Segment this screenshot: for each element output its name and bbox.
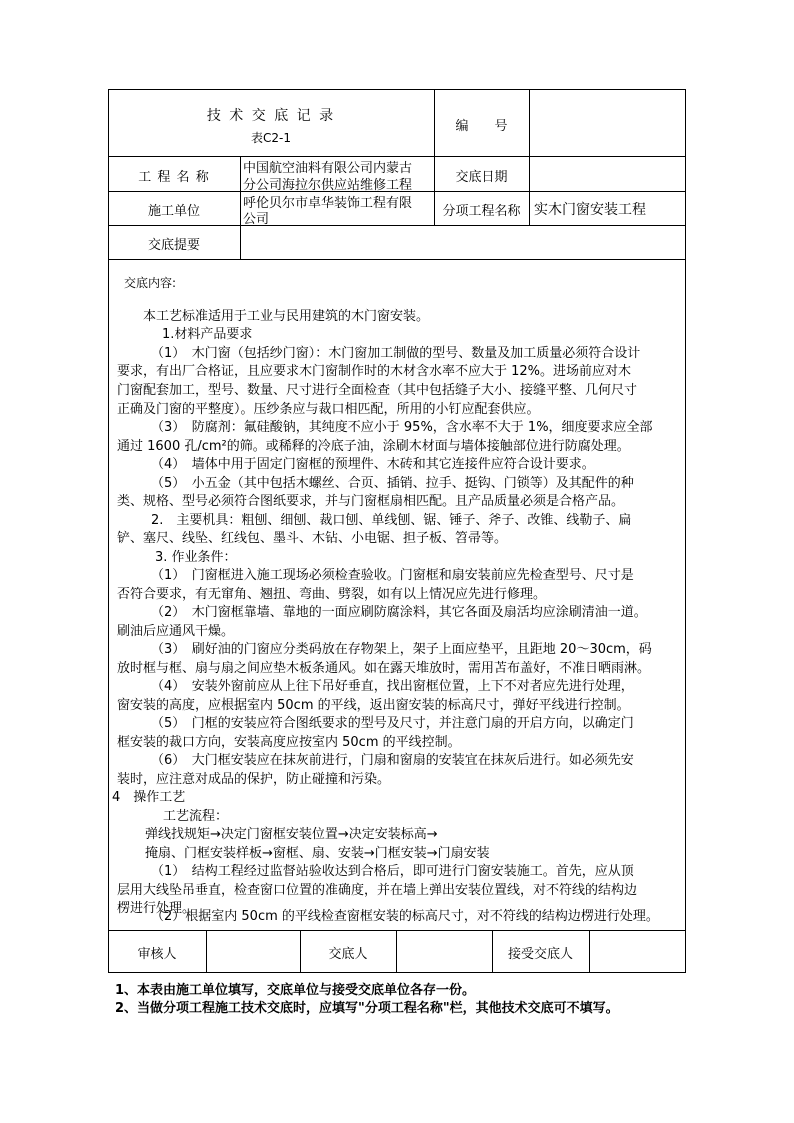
table-border-left (108, 89, 109, 973)
content-line: 要求，有出厂合格证，且应要求木门窗制作时的木材含水率不应大于 12%。进场前应对木 (117, 364, 632, 379)
receiver-label: 接受交底人 (507, 947, 573, 962)
content-line: 本工艺标准适用于工业与民用建筑的木门窗安装。 (143, 309, 430, 324)
note-1: 1、本表由施工单位填写，交底单位与接受交底单位各存一份。 (115, 983, 476, 998)
summary-label: 交底提要 (147, 238, 200, 253)
content-line: （1） 木门窗（包括纱门窗）：木门窗加工制做的型号、数量及加工质量必须符合设计 (151, 346, 641, 361)
content-line: 正确及门窗的平整度）。压纱条应与裁口相匹配，所用的小钉应配套供应。 (117, 402, 540, 417)
reviewer-label: 审核人 (137, 947, 177, 962)
content-line: 弹线找规矩→决定门窗框安装位置→决定安装标高→ (145, 827, 438, 842)
content-line: 1.材料产品要求 (162, 327, 253, 342)
discloser-label: 交底人 (328, 947, 368, 962)
content-line: （2） 木门窗框靠墙、靠地的一面应刷防腐涂料，其它各面及扇活均应涂刷清油一道。 (151, 605, 647, 620)
content-line: （2）根据室内 50cm 的平线检查窗框安装的标高尺寸，对不符线的结构边楞进行处理。 (151, 909, 659, 924)
subproject-label: 分项工程名称 (442, 204, 521, 219)
content-line: （4） 安装外窗前应从上往下吊好垂直，找出窗框位置，上下不对者应先进行处理， (151, 679, 634, 694)
content-line: （3） 防腐剂：氟硅酸钠，其纯度不应小于 95%，含水率不大于 1%，细度要求应全部 (151, 420, 653, 435)
content-line: （5） 小五金（其中包括木螺丝、合页、插销、拉手、挺钩、门锁等）及其配件的种 (151, 476, 634, 491)
project-name-value-line2: 分公司海拉尔供应站维修工程 (243, 178, 413, 193)
content-line: （3） 刷好油的门窗应分类码放在存物架上，架子上面应垫平，且距地 20～30cm，码 (151, 642, 652, 657)
form-title: 技 术 交 底 记 录 (206, 108, 336, 124)
content-line: 框安装的裁口方向，安装高度应按室内 50cm 的平线控制。 (117, 735, 461, 750)
content-line: 4 操作工艺 (112, 790, 186, 805)
row-divider (108, 259, 686, 260)
col-divider (529, 89, 530, 226)
content-line: 掩扇、门框安装样板→窗框、扇、安装→门框安装→门扇安装 (145, 846, 490, 861)
col-divider (206, 930, 207, 973)
note-2: 2、当做分项工程施工技术交底时，应填写"分项工程名称"栏，其他技术交底可不填写。 (115, 1001, 619, 1016)
content-line: 工艺流程： (163, 809, 229, 824)
content-line: 放时框与框、扇与扇之间应垫木板条通风。如在露天堆放时，需用苫布盖好，不准日晒雨淋。 (117, 661, 651, 676)
content-line: 窗安装的高度，应根据室内 50cm 的平线，返出窗安装的标高尺寸，弹好平线进行控制。 (117, 698, 630, 713)
content-line: （1） 结构工程经过监督站验收达到合格后，即可进行门窗安装施工。首先，应从顶 (151, 864, 634, 879)
content-line: 装时，应注意对成品的保护，防止碰撞和污染。 (117, 772, 391, 787)
content-line: 通过 1600 孔/cm²的筛。或稀释的冷底子油，涂刷木材面与墙体接触部位进行防腐处理。 (117, 439, 630, 454)
row-divider (108, 225, 686, 226)
content-line: 层用大线坠吊垂直，检查窗口位置的准确度，并在墙上弹出安装位置线，对不符线的结构边 (117, 883, 638, 898)
content-heading: 交底内容: (124, 276, 177, 290)
date-label: 交底日期 (455, 170, 508, 185)
project-name-label: 工 程 名 称 (138, 170, 210, 185)
content-line: （1） 门窗框进入施工现场必须检查验收。门窗框和扇安装前应先检查型号、尺寸是 (151, 568, 634, 583)
subproject-value: 实木门窗安装工程 (534, 202, 646, 218)
project-name-value-line1: 中国航空油料有限公司内蒙古 (243, 161, 413, 176)
content-line: 3. 作业条件： (155, 550, 237, 565)
content-line: 否符合要求，有无窜角、翘扭、弯曲、劈裂，如有以上情况应先进行修理。 (117, 587, 547, 602)
content-line: 刷油后应通风干燥。 (117, 624, 235, 639)
row-divider (108, 930, 686, 931)
col-divider (240, 156, 241, 260)
unit-label: 施工单位 (147, 204, 200, 219)
content-line: 楞进行处理。 (117, 901, 196, 916)
number-label: 编 号 (455, 119, 508, 134)
content-line: （4） 墙体中用于固定门窗框的预埋件、木砖和其它连接件应符合设计要求。 (151, 457, 595, 472)
table-border-bottom (108, 972, 686, 973)
unit-value-line1: 呼伦贝尔市卓华装饰工程有限 (243, 196, 413, 211)
col-divider (396, 930, 397, 973)
col-divider (589, 930, 590, 973)
content-line: 2. 主要机具：粗刨、细刨、裁口刨、单线刨、锯、锤子、斧子、改锥、线勒子、扁 (151, 513, 632, 528)
content-line: 铲、塞尺、线坠、红线包、墨斗、木钻、小电锯、担子板、笤帚等。 (117, 531, 508, 546)
table-border-top (108, 89, 686, 90)
table-border-right (685, 89, 686, 973)
unit-value-line2: 公司 (243, 212, 270, 227)
form-code: 表C2-1 (251, 131, 291, 145)
content-line: 类、规格、型号必须符合图纸要求，并与门窗框扇相匹配。且产品质量必须是合格产品。 (117, 494, 625, 509)
content-line: （5） 门框的安装应符合图纸要求的型号及尺寸，并注意门扇的开启方向，以确定门 (151, 716, 634, 731)
content-line: 门窗配套加工，型号、数量、尺寸进行全面检查（其中包括缝子大小、接缝平整、几何尺寸 (117, 383, 638, 398)
content-line: （6） 大门框安装应在抹灰前进行，门扇和窗扇的安装宜在抹灰后进行。如必须先安 (151, 753, 634, 768)
